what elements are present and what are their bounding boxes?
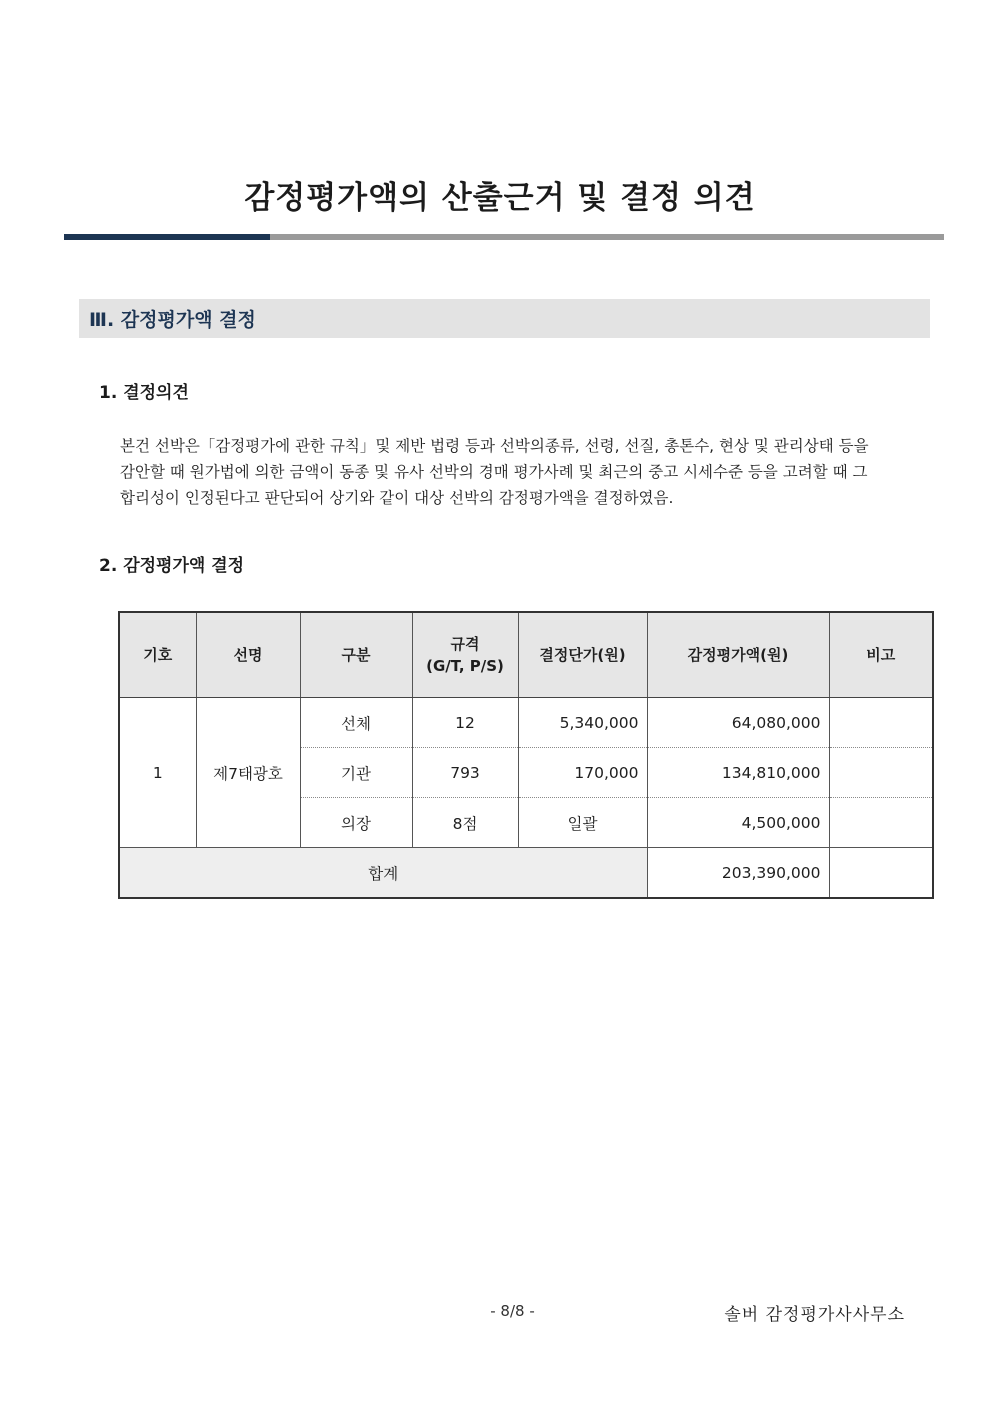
cell-spec: 793 bbox=[412, 748, 518, 798]
header-no: 기호 bbox=[119, 612, 196, 698]
page-title: 감정평가액의 산출근거 및 결정 의견 bbox=[244, 180, 756, 216]
table-row bbox=[119, 698, 933, 748]
header-spec-line1: 규격 bbox=[450, 635, 480, 653]
cell-unit-price: 5,340,000 bbox=[518, 698, 647, 748]
total-note bbox=[829, 848, 933, 899]
cell-note bbox=[829, 748, 933, 798]
total-amount: 203,390,000 bbox=[647, 848, 829, 899]
opinion-line: 감안할 때 원가법에 의한 금액이 동종 및 유사 선박의 경매 평가사례 및 최근의 중고 시세수준 등을 고려할 때 그 bbox=[120, 463, 868, 481]
header-spec-line2: (G/T, P/S) bbox=[426, 657, 504, 675]
cell-ship-name: 제7태광호 bbox=[196, 698, 300, 848]
appraisal-table bbox=[118, 611, 934, 899]
subsection-heading-decision: 2. 감정평가액 결정 bbox=[99, 556, 245, 576]
cell-unit-price: 일괄 bbox=[518, 798, 647, 848]
header-unit-price: 결정단가(원) bbox=[518, 612, 647, 698]
cell-note bbox=[829, 698, 933, 748]
table-header-row bbox=[119, 612, 933, 698]
cell-category: 선체 bbox=[300, 698, 412, 748]
section-heading: Ⅲ. 감정평가액 결정 bbox=[89, 309, 256, 331]
opinion-line: 합리성이 인정된다고 판단되어 상기와 같이 대상 선박의 감정평가액을 결정하였음. bbox=[120, 489, 674, 507]
office-name: 솔버 감정평가사사무소 bbox=[724, 1305, 905, 1325]
cell-category: 기관 bbox=[300, 748, 412, 798]
cell-amount: 64,080,000 bbox=[647, 698, 829, 748]
header-ship-name: 선명 bbox=[196, 612, 300, 698]
header-spec bbox=[412, 612, 518, 698]
cell-spec: 8점 bbox=[412, 798, 518, 848]
cell-note bbox=[829, 798, 933, 848]
section-heading-bar bbox=[79, 299, 930, 338]
page-number: - 8/8 - bbox=[490, 1302, 535, 1320]
header-note: 비고 bbox=[829, 612, 933, 698]
title-divider bbox=[64, 234, 944, 240]
total-label: 합계 bbox=[119, 848, 647, 899]
subsection-heading-opinion: 1. 결정의견 bbox=[99, 383, 189, 403]
header-amount: 감정평가액(원) bbox=[647, 612, 829, 698]
opinion-paragraph bbox=[120, 433, 935, 511]
table-total-row bbox=[119, 848, 933, 899]
cell-category: 의장 bbox=[300, 798, 412, 848]
cell-amount: 4,500,000 bbox=[647, 798, 829, 848]
cell-spec: 12 bbox=[412, 698, 518, 748]
cell-unit-price: 170,000 bbox=[518, 748, 647, 798]
header-category: 구분 bbox=[300, 612, 412, 698]
opinion-line: 본건 선박은「감정평가에 관한 규칙」및 제반 법령 등과 선박의종류, 선령, 선질, 총톤수, 현상 및 관리상태 등을 bbox=[120, 437, 869, 455]
cell-no: 1 bbox=[119, 698, 196, 848]
cell-amount: 134,810,000 bbox=[647, 748, 829, 798]
